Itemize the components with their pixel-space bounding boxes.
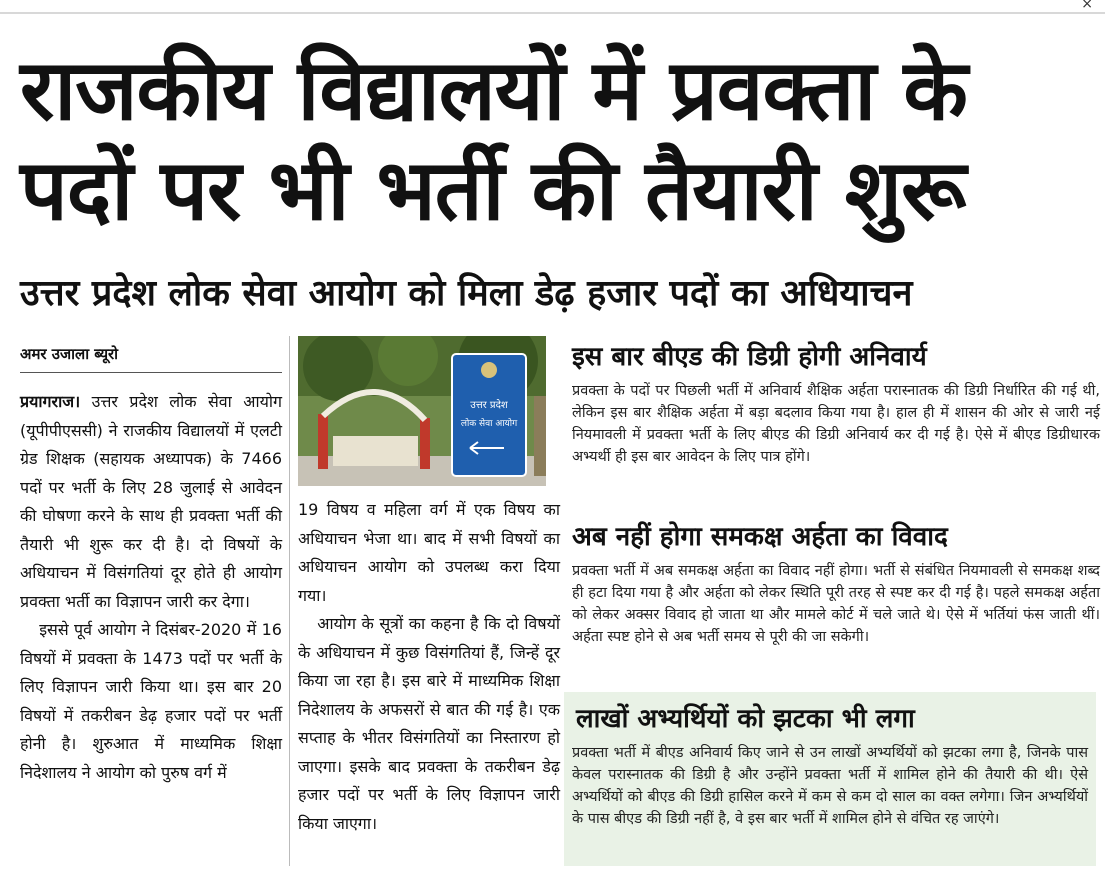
section-body: प्रवक्ता के पदों पर पिछली भर्ती में अनिवार्य शैक्षिक अर्हता परास्नातक की डिग्री निर्धारित की गई थी, लेकिन इस बार शैक्षिक अर्हता में बड़ा बदलाव किया गया है। हाल ही में शासन की ओर से जारी नई नियमावली में प्रवक्ता भर्ती के लिए बीएड की डिग्री अनिवार्य कर दी गई है। ऐसे में बीएड डिग्रीधारक अभ्यर्थी ही इस बार आवेदन के लिए पात्र होंगे। bbox=[572, 383, 1100, 465]
article-column-1 bbox=[20, 388, 282, 787]
photo-sign-line-2: लोक सेवा आयोग bbox=[460, 419, 518, 429]
sidebar-section-equivalent-qualification bbox=[572, 520, 1100, 648]
photo-illustration bbox=[298, 336, 546, 486]
section-body: प्रवक्ता भर्ती में बीएड अनिवार्य किए जाने से उन लाखों अभ्यर्थियों को झटका लगा है, जिनके पास केवल परास्नातक की डिग्री है और उन्होंने प्रवक्ता भर्ती में शामिल होने की तैयारी की थी। ऐसे अभ्यर्थियों को बीएड की डिग्री हासिल करने में कम से कम दो साल का वक्त लगेगा। जिन अभ्यर्थियों के पास बीएड की डिग्री नहीं है, वे इस बार भर्ती में शामिल होने से वंचित रह जाएंगे। bbox=[572, 745, 1088, 827]
paragraph: 19 विषय व महिला वर्ग में एक विषय का अधियाचन भेजा था। बाद में सभी विषयों का अधियाचन आयोग को उपलब्ध करा दिया गया। bbox=[298, 500, 560, 605]
byline-divider bbox=[20, 372, 282, 373]
paragraph: इससे पूर्व आयोग ने दिसंबर-2020 में 16 विषयों में प्रवक्ता के 1473 पदों पर भर्ती के लिए विज्ञापन जारी किया था। इस बार 20 विषयों में तकरीबन डेढ़ हजार पदों पर भर्ती होनी है। शुरुआत में माध्यमिक शिक्षा निदेशालय ने आयोग को पुरुष वर्ग में bbox=[20, 620, 282, 782]
paragraph bbox=[20, 388, 282, 616]
column-divider bbox=[289, 336, 290, 866]
close-icon[interactable]: × bbox=[1081, 0, 1093, 12]
top-rule bbox=[0, 12, 1105, 14]
sidebar-section-bed-mandatory bbox=[572, 340, 1100, 468]
section-heading: इस बार बीएड की डिग्री होगी अनिवार्य bbox=[572, 342, 927, 372]
paragraph-text: उत्तर प्रदेश लोक सेवा आयोग (यूपीपीएससी) ने राजकीय विद्यालयों में एलटी ग्रेड शिक्षक (सहायक अध्यापक) के 7466 पदों पर भर्ती के लिए 28 जुलाई से आवेदन की घोषणा करने के साथ ही प्रवक्ता भर्ती की तैयारी भी शुरू कर दी है। दो विषयों के अधियाचन में विसंगतियां दूर होते ही आयोग प्रवक्ता भर्ती का विज्ञापन जारी कर देगा। bbox=[20, 392, 282, 611]
news-photo bbox=[298, 336, 546, 486]
dateline: प्रयागराज। bbox=[20, 392, 81, 411]
article-column-2 bbox=[298, 496, 560, 838]
headline: राजकीय विद्यालयों में प्रवक्ता के पदों पर भी भर्ती की तैयारी शुरू bbox=[20, 41, 967, 239]
byline: अमर उजाला ब्यूरो bbox=[20, 345, 119, 363]
photo-sign-line-1: उत्तर प्रदेश bbox=[470, 400, 508, 411]
subheadline: उत्तर प्रदेश लोक सेवा आयोग को मिला डेढ़ हजार पदों का अधियाचन bbox=[20, 273, 913, 314]
section-heading: अब नहीं होगा समकक्ष अर्हता का विवाद bbox=[572, 522, 948, 552]
sidebar-section-candidates-setback bbox=[564, 692, 1096, 866]
section-body: प्रवक्ता भर्ती में अब समकक्ष अर्हता का विवाद नहीं होगा। भर्ती से संबंधित नियमावली से समकक्ष शब्द ही हटा दिया गया है और अर्हता को लेकर स्थिति पूरी तरह से स्पष्ट कर दी गई है। पहले समकक्ष अर्हता को लेकर अक्सर विवाद हो जाता था और मामले कोर्ट में चले जाते थे। ऐसे में भर्तियां फंस जाती थीं। अर्हता स्पष्ट होने से अब भर्ती समय से पूरी की जा सकेगी। bbox=[572, 563, 1100, 645]
paragraph: आयोग के सूत्रों का कहना है कि दो विषयों के अधियाचन में कुछ विसंगतियां हैं, जिन्हें दूर किया जा रहा है। इस बारे में माध्यमिक शिक्षा निदेशालय के अफसरों से बात की गई है। एक सप्ताह के भीतर विसंगतियों का निस्तारण हो जाएगा। इसके बाद प्रवक्ता के तकरीबन डेढ़ हजार पदों पर भर्ती के लिए विज्ञापन जारी किया जाएगा। bbox=[298, 614, 560, 833]
section-heading: लाखों अभ्यर्थियों को झटका भी लगा bbox=[576, 704, 915, 734]
